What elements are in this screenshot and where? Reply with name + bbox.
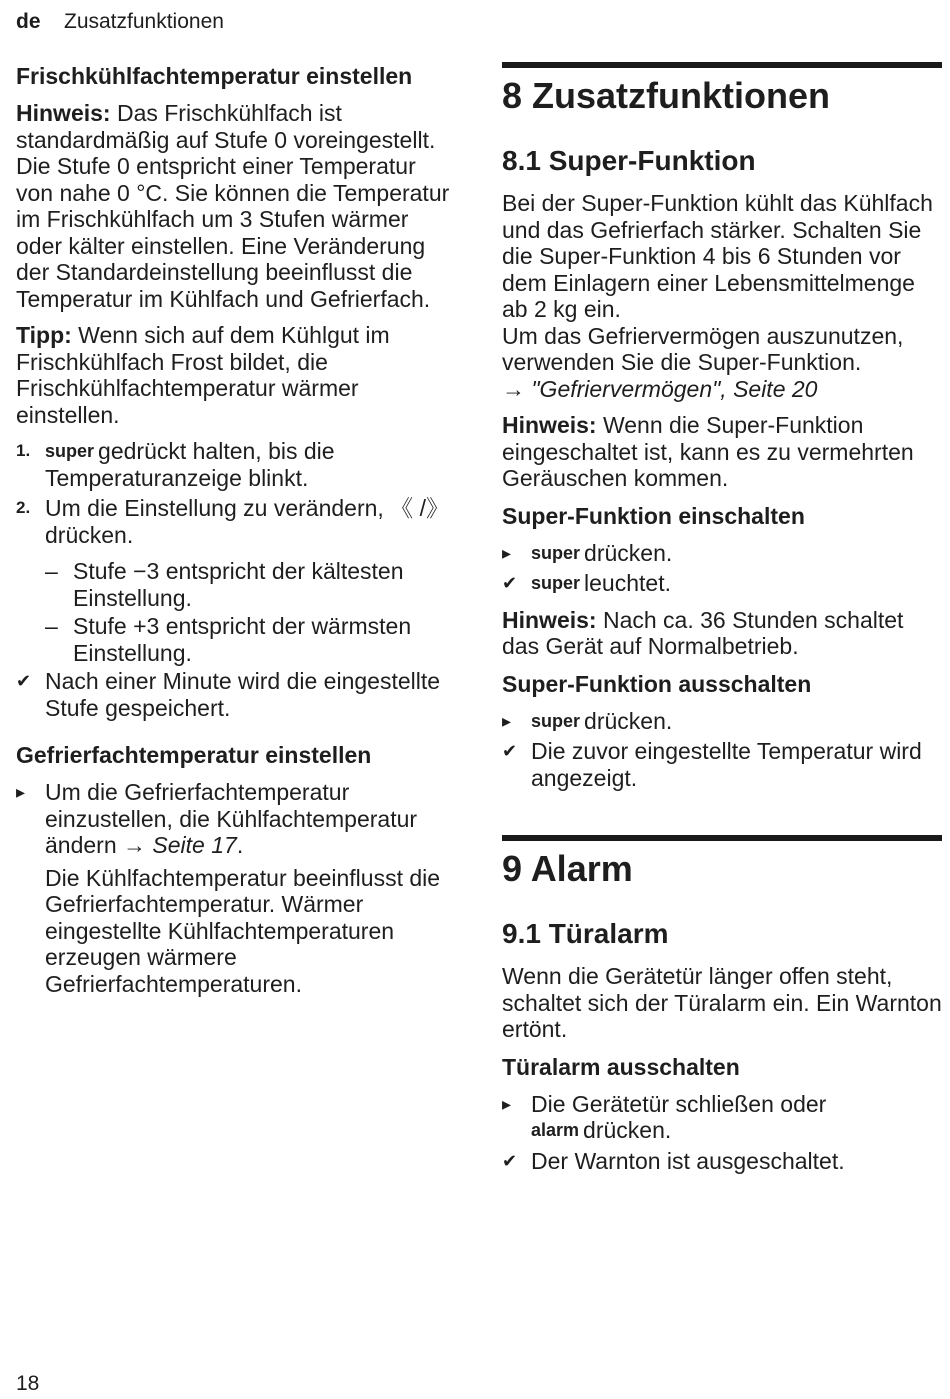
tipp-paragraph: [16, 322, 452, 428]
step-text: Die Gerätetür schließen oder: [531, 1090, 827, 1117]
section-heading-9-1: 9.1 Türalarm: [502, 918, 669, 949]
result-item: [16, 668, 452, 721]
checkmark-icon: ✔: [16, 671, 32, 691]
step-item: [502, 708, 942, 735]
checkmark-icon: ✔: [502, 573, 518, 593]
super-paragraph-1: Bei der Super-Funktion kühlt das Kühlfach und das Gefrierfach stärker. Schalten Sie die Super-Funktion 4 bis 6 Stunden vor dem Einlagern einer Lebensmittelmenge ab 2 kg ein.: [502, 190, 933, 322]
result-text: Die zuvor eingestellte Temperatur wird angezeigt.: [531, 738, 922, 791]
dash-text: Stufe +3 entspricht der wärmsten Einstellung.: [73, 613, 412, 666]
hinweis-text: Nach ca. 36 Stunden schaltet das Gerät auf Normalbetrieb.: [502, 606, 904, 659]
result-item: [502, 738, 942, 791]
step-text-end: drücken.: [583, 1117, 672, 1143]
hinweis-label: Hinweis:: [502, 606, 597, 633]
hinweis-label: Hinweis:: [502, 412, 597, 438]
alarm-paragraph: Wenn die Gerätetür länger offen steht, schaltet sich der Türalarm ein. Ein Warnton ertönt.: [502, 963, 942, 1042]
period: .: [236, 832, 244, 858]
triangle-right-icon: ▸: [16, 782, 26, 802]
heading-alarm-aus: Türalarm ausschalten: [502, 1053, 740, 1080]
result-text: leuchtet.: [584, 570, 671, 596]
hinweis-label: Hinweis:: [16, 100, 111, 126]
super-link[interactable]: → "Gefriervermögen", Seite 20: [502, 375, 818, 402]
super-key: super: [45, 441, 95, 461]
checkmark-icon: ✔: [502, 1150, 518, 1171]
triangle-right-icon: ▸: [502, 710, 512, 731]
step-text: Um die Einstellung zu verändern, 《 /》 drücken.: [45, 495, 449, 548]
step-item: [16, 779, 452, 859]
heading-super-aus: Super-Funktion ausschalten: [502, 670, 812, 697]
gefrier-note: Die Kühlfachtemperatur beeinflusst die Gefrierfachtemperatur. Wärmer eingestellte Kühlfachtemperaturen erzeugen wärmere Gefrierfachtemperaturen.: [45, 864, 441, 997]
header-language: de: [16, 10, 41, 33]
super-key: super: [531, 573, 581, 593]
hinweis-text: Das Frischkühlfach ist standardmäßig auf Stufe 0 voreingestellt. Die Stufe 0 entspricht einer Temperatur von nahe 0 °C. Sie können die Temperatur im Frischkühlfach um 3 Stufen wärmer oder kälter einstellen. Eine Veränderung der Standardeinstellung beeinflusst die Temperatur im Kühlfach und Gefrierfach.: [16, 100, 450, 312]
step-text: Um die Gefrierfachtemperatur einzustellen, die Kühlfachtemperatur ändern: [45, 779, 418, 858]
hinweis-text: Wenn die Super-Funktion eingeschaltet ist, kann es zu vermehrten Geräuschen kommen.: [502, 412, 914, 491]
heading-super-ein: Super-Funktion einschalten: [502, 502, 805, 529]
step-text: drücken.: [584, 539, 673, 566]
step-item: [502, 540, 942, 567]
hinweis-paragraph: [502, 412, 942, 492]
dash-icon: –: [45, 558, 58, 584]
hinweis-paragraph: [16, 100, 452, 312]
step-2: [16, 495, 452, 548]
dash-item: [16, 558, 452, 611]
step-text: drücken.: [584, 707, 673, 734]
chapter-heading-8: 8 Zusatzfunktionen: [502, 62, 942, 118]
step-number: 2.: [16, 498, 31, 517]
page-number: 18: [16, 1372, 40, 1395]
result-item: [502, 570, 942, 597]
right-column: [502, 62, 942, 1178]
tipp-label: Tipp:: [16, 322, 72, 348]
header-title: Zusatzfunktionen: [64, 10, 224, 33]
triangle-right-icon: ▸: [502, 1093, 512, 1114]
step-1: [16, 438, 452, 491]
alarm-key: alarm: [531, 1120, 580, 1140]
step-text: gedrückt halten, bis die Temperaturanzeige blinkt.: [45, 438, 335, 491]
tipp-text: Wenn sich auf dem Kühlgut im Frischkühlfach Frost bildet, die Frischkühlfachtemperatur wärmer einstellen.: [16, 322, 390, 428]
dash-text: Stufe −3 entspricht der kältesten Einstellung.: [73, 558, 404, 611]
result-text: Nach einer Minute wird die eingestellte Stufe gespeichert.: [45, 668, 441, 721]
left-column: [16, 62, 452, 1007]
hinweis-paragraph-2: [502, 607, 942, 660]
step-number: 1.: [16, 441, 31, 460]
result-text: Der Warnton ist ausgeschaltet.: [531, 1147, 845, 1174]
super-key: super: [531, 542, 581, 563]
section-heading-8-1: 8.1 Super-Funktion: [502, 145, 756, 176]
heading-gefrierfach: Gefrierfachtemperatur einstellen: [16, 742, 372, 768]
page-link[interactable]: → Seite 17: [123, 832, 237, 858]
super-key: super: [531, 710, 581, 731]
chapter-heading-9: 9 Alarm: [502, 835, 942, 891]
triangle-right-icon: ▸: [502, 542, 512, 563]
dash-item: [16, 613, 452, 666]
checkmark-icon: ✔: [502, 741, 518, 761]
dash-icon: –: [45, 613, 58, 639]
step-item: [502, 1091, 942, 1144]
heading-frischkuehlfach: Frischkühlfachtemperatur einstellen: [16, 63, 413, 89]
result-item: [502, 1148, 942, 1175]
super-paragraph-2: Um das Gefriervermögen auszunutzen, verwenden Sie die Super-Funktion.: [502, 322, 904, 375]
